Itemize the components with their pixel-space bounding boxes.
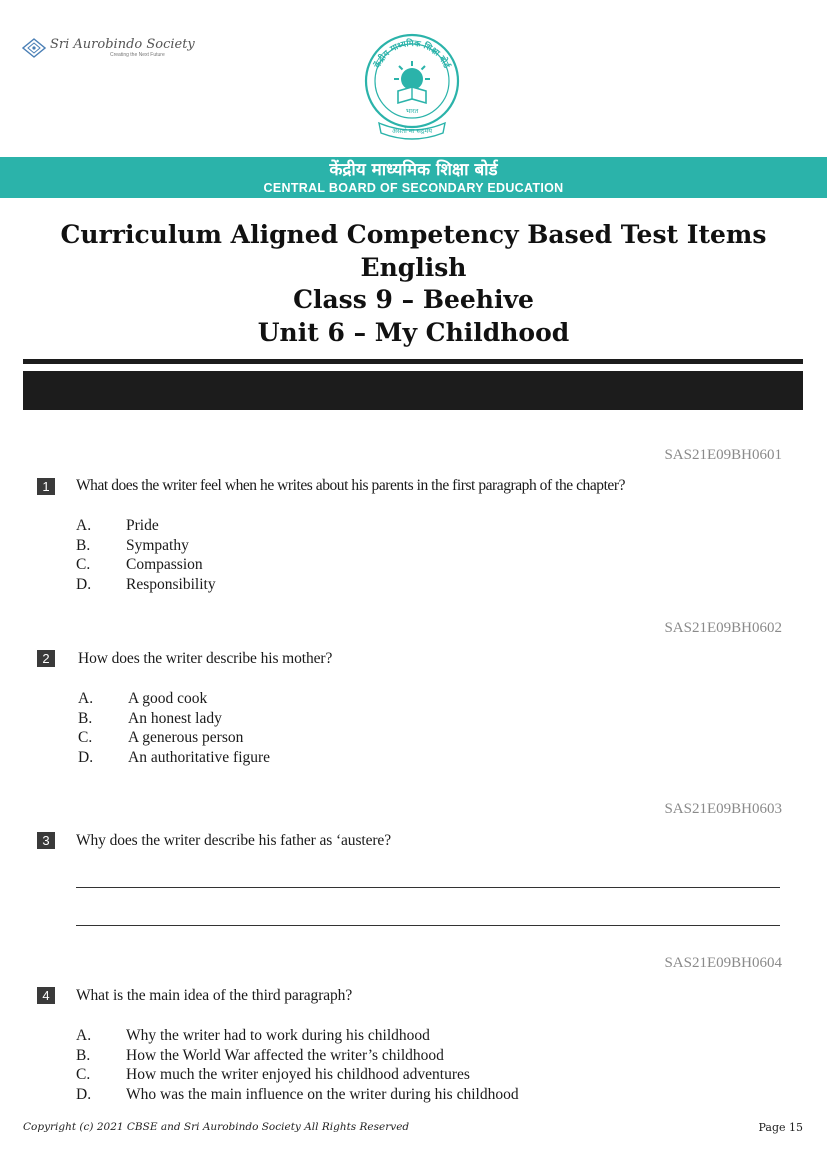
sas-logo bbox=[22, 38, 195, 58]
question-number: 4 bbox=[37, 987, 55, 1004]
divider-thin bbox=[23, 359, 803, 364]
board-name-hindi: केंद्रीय माध्यमिक शिक्षा बोर्ड bbox=[329, 160, 498, 180]
answer-line[interactable] bbox=[76, 925, 780, 926]
copyright-text: Copyright (c) 2021 CBSE and Sri Aurobindo Society All Rights Reserved bbox=[23, 1121, 410, 1133]
seal-motto: असतो मा सद्गमय bbox=[392, 127, 432, 135]
question-number: 1 bbox=[37, 478, 55, 495]
seal-country: भारत bbox=[405, 107, 419, 115]
divider-bar bbox=[23, 371, 803, 410]
seal-top-text: केंद्रीय माध्यमिक शिक्षा बोर्ड bbox=[372, 38, 452, 70]
page-number: Page 15 bbox=[758, 1121, 803, 1134]
sas-name: Sri Aurobindo Society bbox=[50, 37, 195, 52]
question-text: How does the writer describe his mother? bbox=[78, 650, 333, 667]
question-number: 2 bbox=[37, 650, 55, 667]
title-class: Class 9 – Beehive bbox=[293, 285, 534, 314]
sas-tagline: Creating the Next Future bbox=[110, 52, 165, 58]
question-text: Why does the writer describe his father as ‘austere? bbox=[76, 832, 391, 849]
board-name-english: CENTRAL BOARD OF SECONDARY EDUCATION bbox=[263, 181, 564, 195]
title-line-1: Curriculum Aligned Competency Based Test Items bbox=[60, 220, 767, 249]
cbse-seal bbox=[363, 33, 461, 141]
title-unit: Unit 6 – My Childhood bbox=[257, 317, 570, 347]
question-code: SAS21E09BH0601 bbox=[664, 447, 782, 463]
board-banner bbox=[0, 157, 827, 198]
document-title-block bbox=[0, 219, 827, 349]
answer-line[interactable] bbox=[76, 887, 780, 888]
title-subject: English bbox=[360, 252, 467, 282]
question-text: What does the writer feel when he writes about his parents in the first paragraph of the chapter? bbox=[76, 477, 625, 494]
question-text: What is the main idea of the third paragraph? bbox=[76, 987, 353, 1004]
question-code: SAS21E09BH0602 bbox=[664, 620, 782, 636]
lotus-icon bbox=[22, 38, 46, 58]
question-code: SAS21E09BH0604 bbox=[664, 955, 782, 971]
question-code: SAS21E09BH0603 bbox=[664, 801, 782, 817]
question-number: 3 bbox=[37, 832, 55, 849]
